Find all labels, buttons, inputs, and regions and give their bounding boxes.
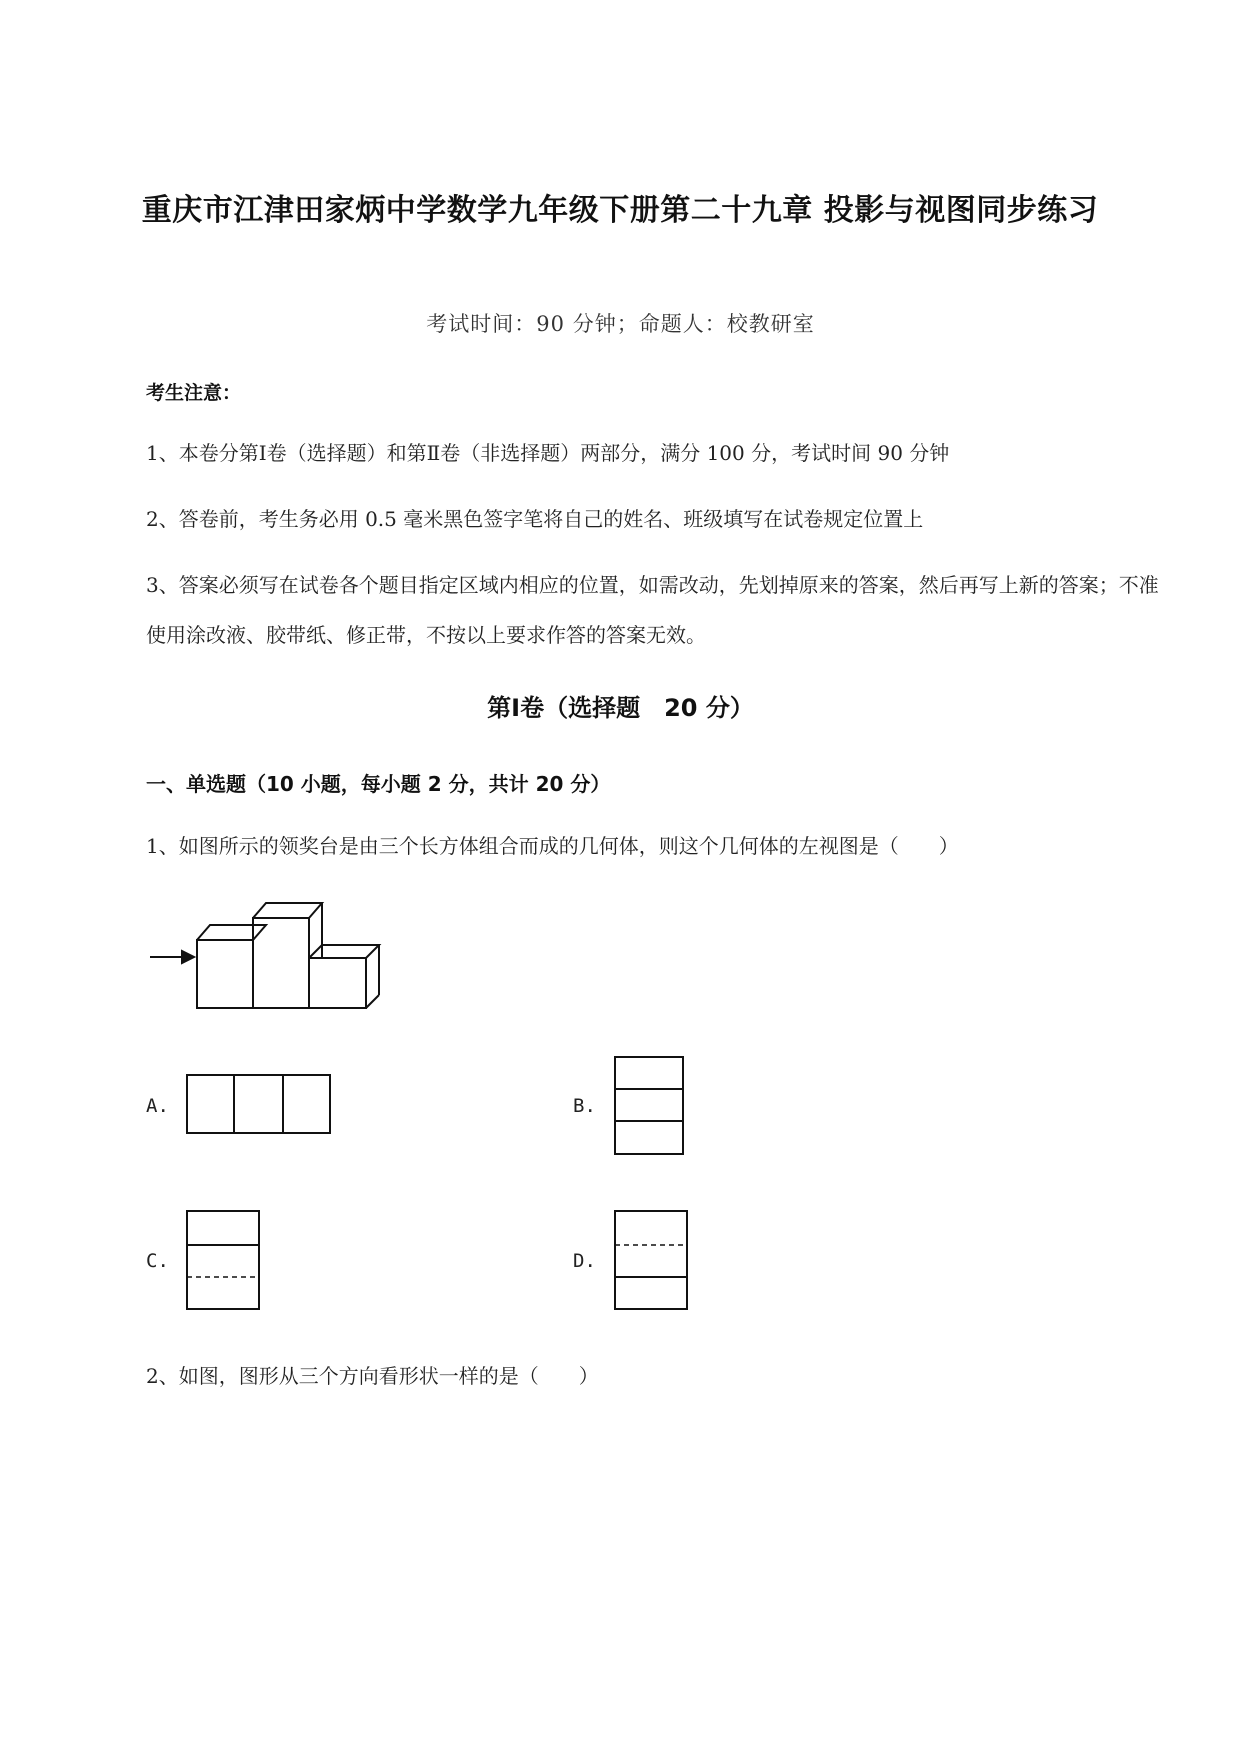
option-b-label[interactable]: B. — [573, 1095, 596, 1117]
question-2-text: 2、如图，图形从三个方向看形状一样的是（ ） — [146, 1364, 599, 1388]
option-d-label[interactable]: D. — [573, 1250, 596, 1272]
option-c-label[interactable]: C. — [146, 1250, 169, 1272]
page-title: 重庆市江津田家炳中学数学九年级下册第二十九章 投影与视图同步练习 — [141, 193, 1099, 228]
notice-item-3: 3、答案必须写在试卷各个题目指定区域内相应的位置，如需改动，先划掉原来的答案，然后再写上新的答案；不准使用涂改液、胶带纸、修正带，不按以上要求作答的答案无效。 — [146, 573, 1159, 647]
option-d-figure[interactable] — [614, 1210, 690, 1312]
option-c-figure[interactable] — [186, 1210, 262, 1312]
notice-heading: 考生注意： — [146, 382, 242, 404]
section-title: 第Ⅰ卷（选择题 20 分） — [487, 694, 754, 722]
notice-item-2: 2、答卷前，考生务必用 0.5 毫米黑色签字笔将自己的姓名、班级填写在试卷规定位置上 — [146, 507, 924, 531]
exam-info: 考试时间：90 分钟；命题人：校教研室 — [426, 312, 815, 336]
podium-figure — [140, 895, 400, 1015]
notice-item-1: 1、本卷分第Ⅰ卷（选择题）和第Ⅱ卷（非选择题）两部分，满分 100 分，考试时间 90 分钟 — [146, 441, 950, 465]
part-heading: 一、单选题（10 小题，每小题 2 分，共计 20 分） — [146, 772, 611, 796]
option-b-figure[interactable] — [614, 1056, 686, 1156]
option-a-figure[interactable] — [186, 1074, 332, 1136]
option-a-label[interactable]: A. — [146, 1095, 169, 1117]
question-1-text: 1、如图所示的领奖台是由三个长方体组合而成的几何体，则这个几何体的左视图是（ ） — [146, 834, 959, 858]
